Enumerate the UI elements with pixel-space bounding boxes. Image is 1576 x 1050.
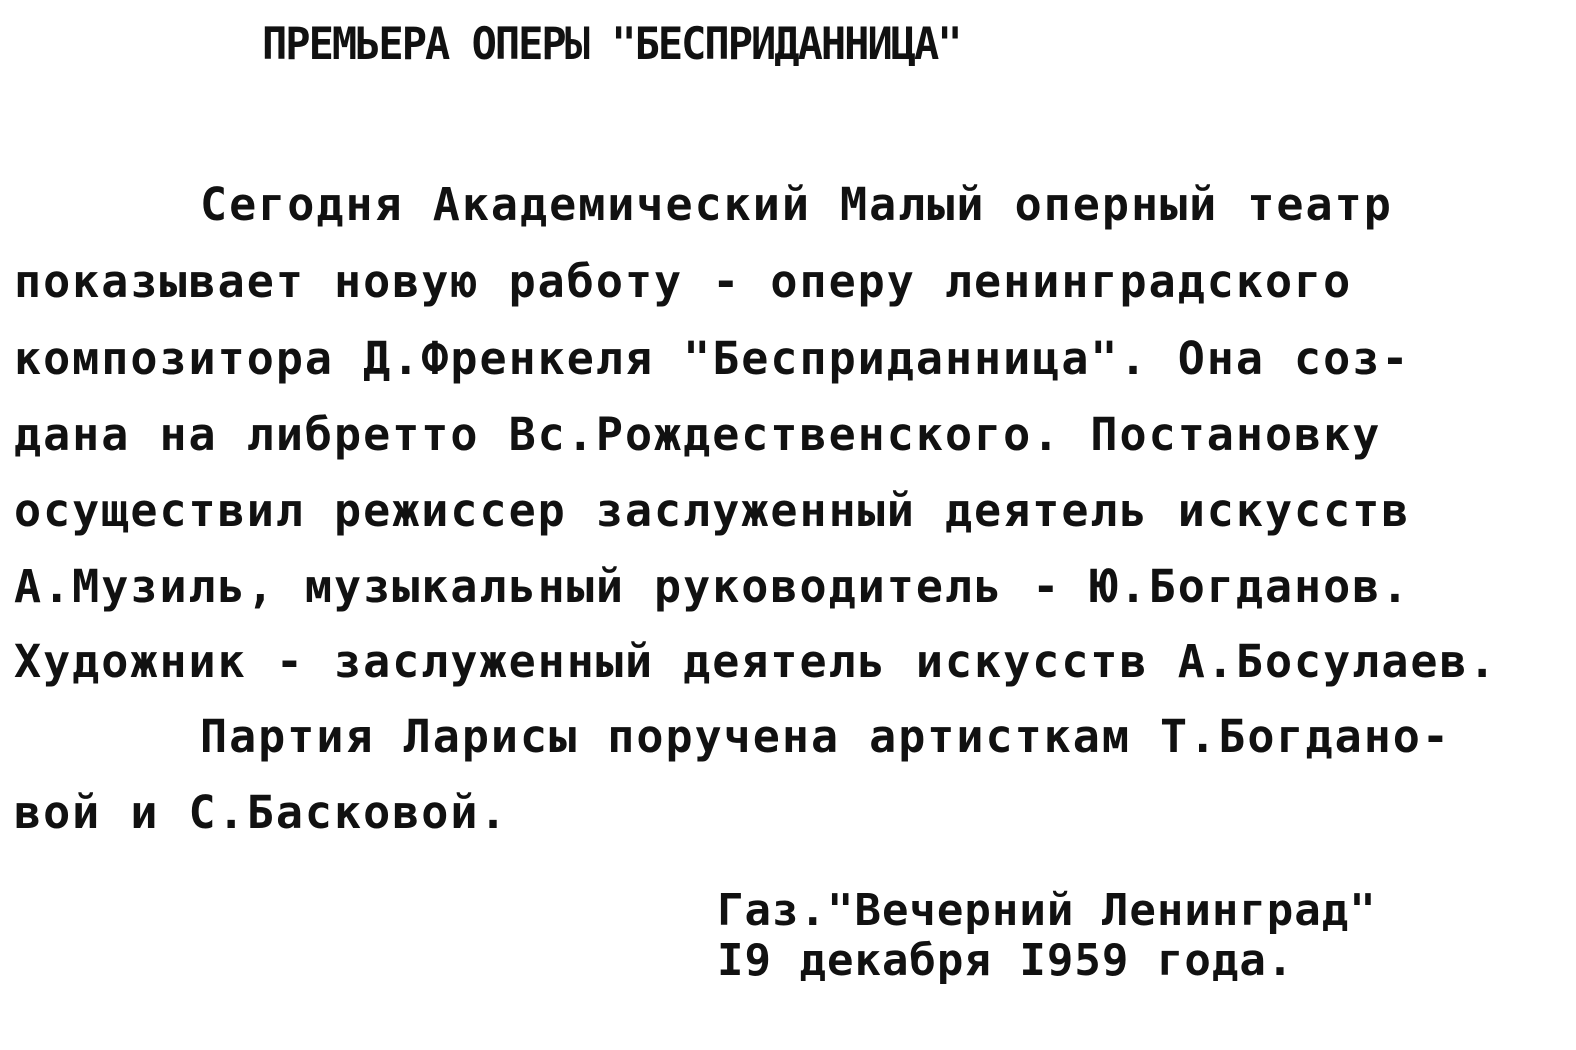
paragraph-line-1: Сегодня Академический Малый оперный театр <box>200 178 1393 231</box>
paragraph-line-7: Художник - заслуженный деятель искусств А.Босулаев. <box>14 635 1498 688</box>
document-title: ПРЕМЬЕРА ОПЕРЫ "БЕСПРИДАННИЦА" <box>262 18 961 70</box>
paragraph-line-8: Партия Ларисы поручена артисткам Т.Богдано- <box>200 710 1451 763</box>
paragraph-line-2: показывает новую работу - оперу ленинградского <box>14 255 1353 308</box>
paragraph-line-5: осуществил режиссер заслуженный деятель искусств <box>14 484 1411 537</box>
paragraph-line-6: А.Музиль, музыкальный руководитель - Ю.Богданов. <box>14 560 1411 613</box>
paragraph-line-9: вой и С.Басковой. <box>14 786 509 839</box>
paragraph-line-4: дана на либретто Вс.Рождественского. Постановку <box>14 408 1382 461</box>
source-date: I9 декабря I959 года. <box>717 935 1295 986</box>
paragraph-line-3: композитора Д.Френкеля "Бесприданница". Она соз- <box>14 332 1411 385</box>
source-newspaper: Газ."Вечерний Ленинград" <box>717 885 1377 936</box>
